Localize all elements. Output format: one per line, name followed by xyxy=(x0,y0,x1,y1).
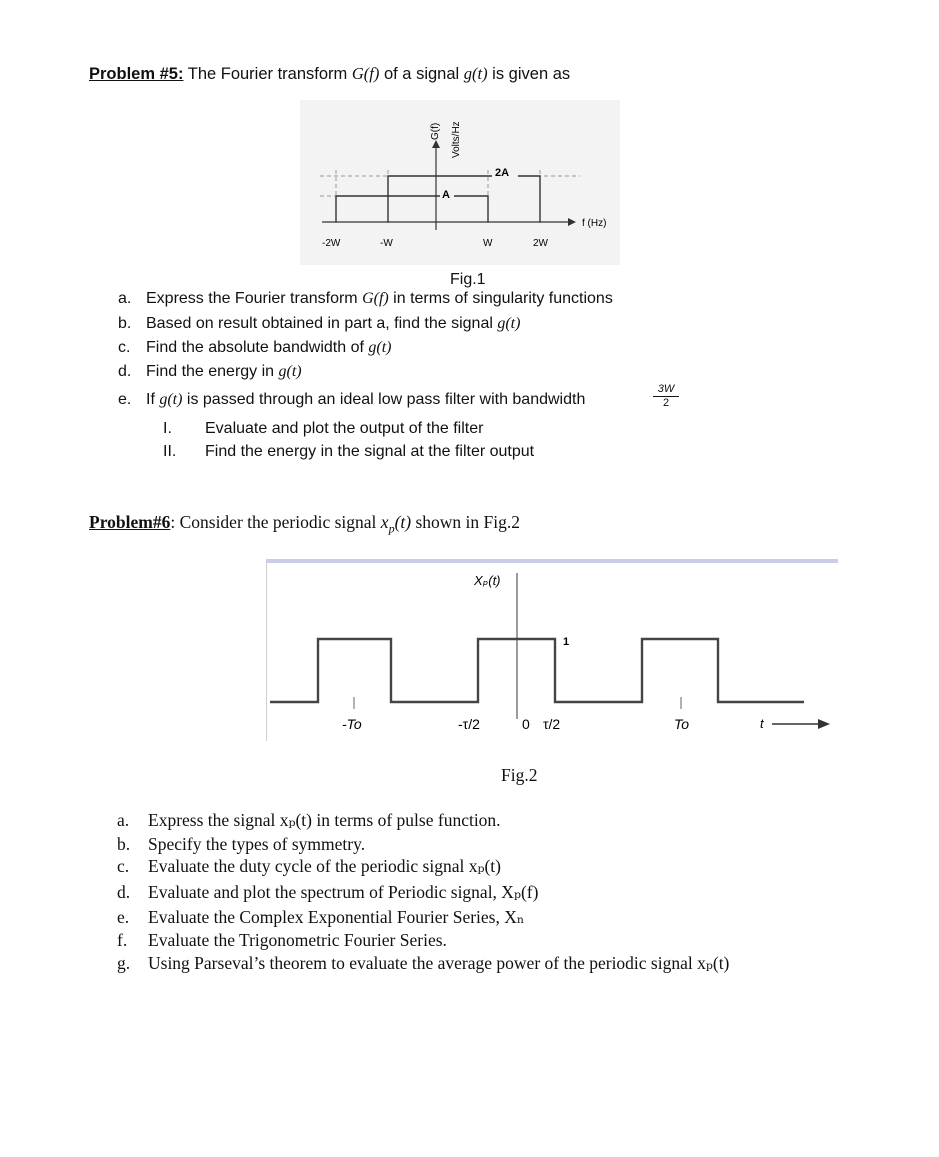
problem6-xp-arg: (t) xyxy=(394,512,412,532)
figure-2 xyxy=(266,559,838,741)
item-text: Specify the types of symmetry. xyxy=(148,834,366,854)
item-text: If xyxy=(146,391,160,408)
figure-1-axis-label-1: G(f) xyxy=(430,122,441,140)
problem5-g-of-t: g(t) xyxy=(463,64,488,83)
problem6-item-e xyxy=(117,907,524,928)
problem6-item-a xyxy=(117,810,501,831)
figure-2-tick-To: To xyxy=(674,716,690,732)
problem5-G-of-f: G(f) xyxy=(351,64,380,83)
item-marker: f. xyxy=(117,930,128,950)
figure-2-y-label: Xₚ(t) xyxy=(474,573,501,588)
item-marker: b. xyxy=(118,315,132,332)
subitem-text: Find the energy in the signal at the filter output xyxy=(205,443,535,460)
item-marker: d. xyxy=(118,363,132,380)
item-marker: d. xyxy=(117,882,131,902)
item-text: Using Parseval’s theorem to evaluate the average power of the periodic signal xₚ(t) xyxy=(148,953,730,973)
figure-2-tick-minus-To: -To xyxy=(342,716,362,732)
bandwidth-denominator: 2 xyxy=(662,397,670,409)
problem5-title-line xyxy=(89,64,570,84)
problem5-heading: Problem #5: xyxy=(89,65,184,83)
bandwidth-fraction xyxy=(653,383,679,410)
figure-1-axis-label-2: Volts/Hz xyxy=(451,121,462,158)
item-text: Express the Fourier transform xyxy=(146,290,363,307)
problem5-subitem-I xyxy=(163,420,483,438)
problem6-intro-a: : Consider the periodic signal xyxy=(170,512,381,532)
subitem-marker: I. xyxy=(163,420,172,437)
item-marker: c. xyxy=(117,856,130,876)
item-math: g(t) xyxy=(497,315,521,332)
figure-2-tick-tau-half: τ/2 xyxy=(543,716,561,732)
item-text-post: in terms of singularity functions xyxy=(388,290,613,307)
problem5-intro-c: is given as xyxy=(487,65,571,83)
problem6-heading: Problem#6 xyxy=(89,512,171,532)
problem5-intro-b: of a signal xyxy=(379,65,464,83)
problem5-item-c xyxy=(118,339,391,357)
problem6-item-g xyxy=(117,953,729,974)
figure-2-top-bar xyxy=(266,559,838,563)
figure-2-caption: Fig.2 xyxy=(501,765,538,785)
problem6-xp-sub: p xyxy=(388,521,395,536)
bandwidth-numerator: 3W xyxy=(653,383,679,397)
problem5-item-a xyxy=(118,290,613,308)
figure-1-level-2A: 2A xyxy=(495,167,510,179)
problem6-xp: x xyxy=(380,512,389,532)
figure-2-level-1: 1 xyxy=(563,636,570,648)
item-marker: a. xyxy=(118,290,132,307)
problem6-intro-b: shown in Fig.2 xyxy=(411,512,521,532)
figure-2-tick-zero: 0 xyxy=(522,716,530,732)
problem6-item-f xyxy=(117,930,447,951)
item-marker: b. xyxy=(117,834,131,854)
problem6-title-line xyxy=(89,512,520,537)
problem5-item-e xyxy=(118,391,585,409)
item-marker: g. xyxy=(117,953,131,973)
figure-1-level-A: A xyxy=(442,189,450,201)
item-text: Based on result obtained in part a, find the signal xyxy=(146,315,498,332)
item-text: Find the energy in xyxy=(146,363,279,380)
problem5-intro-a: The Fourier transform xyxy=(183,65,352,83)
figure-1 xyxy=(300,100,620,265)
figure-1-tick-2W: 2W xyxy=(533,238,548,249)
problem5-item-b xyxy=(118,315,520,333)
item-math: g(t) xyxy=(368,339,392,356)
item-text: Evaluate the Trigonometric Fourier Series. xyxy=(148,930,447,950)
item-marker: e. xyxy=(118,391,132,408)
item-text: Express the signal xₚ(t) in terms of pulse function. xyxy=(148,810,501,830)
figure-2-tick-minus-tau-half: -τ/2 xyxy=(458,716,480,732)
item-math: G(f) xyxy=(362,290,389,307)
figure-1-tick-minus-2W: -2W xyxy=(322,238,341,249)
figure-1-caption: Fig.1 xyxy=(450,271,486,288)
item-text: Evaluate and plot the spectrum of Periodic signal, Xₚ(f) xyxy=(148,882,539,902)
figure-2-t-label: t xyxy=(760,716,764,731)
item-marker: a. xyxy=(117,810,130,830)
subitem-marker: II. xyxy=(163,443,177,460)
figure-1-tick-minus-W: -W xyxy=(380,238,393,249)
item-text-post: is passed through an ideal low pass filter with bandwidth xyxy=(182,391,586,408)
problem5-item-d xyxy=(118,363,302,381)
problem5-subitem-II xyxy=(163,443,534,461)
figure-1-f-axis-label: f (Hz) xyxy=(582,218,607,229)
problem6-item-b xyxy=(117,834,365,855)
item-text: Evaluate the duty cycle of the periodic signal xₚ(t) xyxy=(148,856,501,876)
problem6-item-c xyxy=(117,856,501,877)
figure-1-tick-W: W xyxy=(483,238,493,249)
item-marker: e. xyxy=(117,907,130,927)
item-text: Find the absolute bandwidth of xyxy=(146,339,369,356)
subitem-text: Evaluate and plot the output of the filter xyxy=(205,420,484,437)
problem6-item-d xyxy=(117,882,538,903)
figure-2-background xyxy=(266,559,838,741)
item-marker: c. xyxy=(118,339,131,356)
item-math: g(t) xyxy=(278,363,302,380)
item-math: g(t) xyxy=(159,391,183,408)
item-text: Evaluate the Complex Exponential Fourier Series, Xₙ xyxy=(148,907,525,927)
